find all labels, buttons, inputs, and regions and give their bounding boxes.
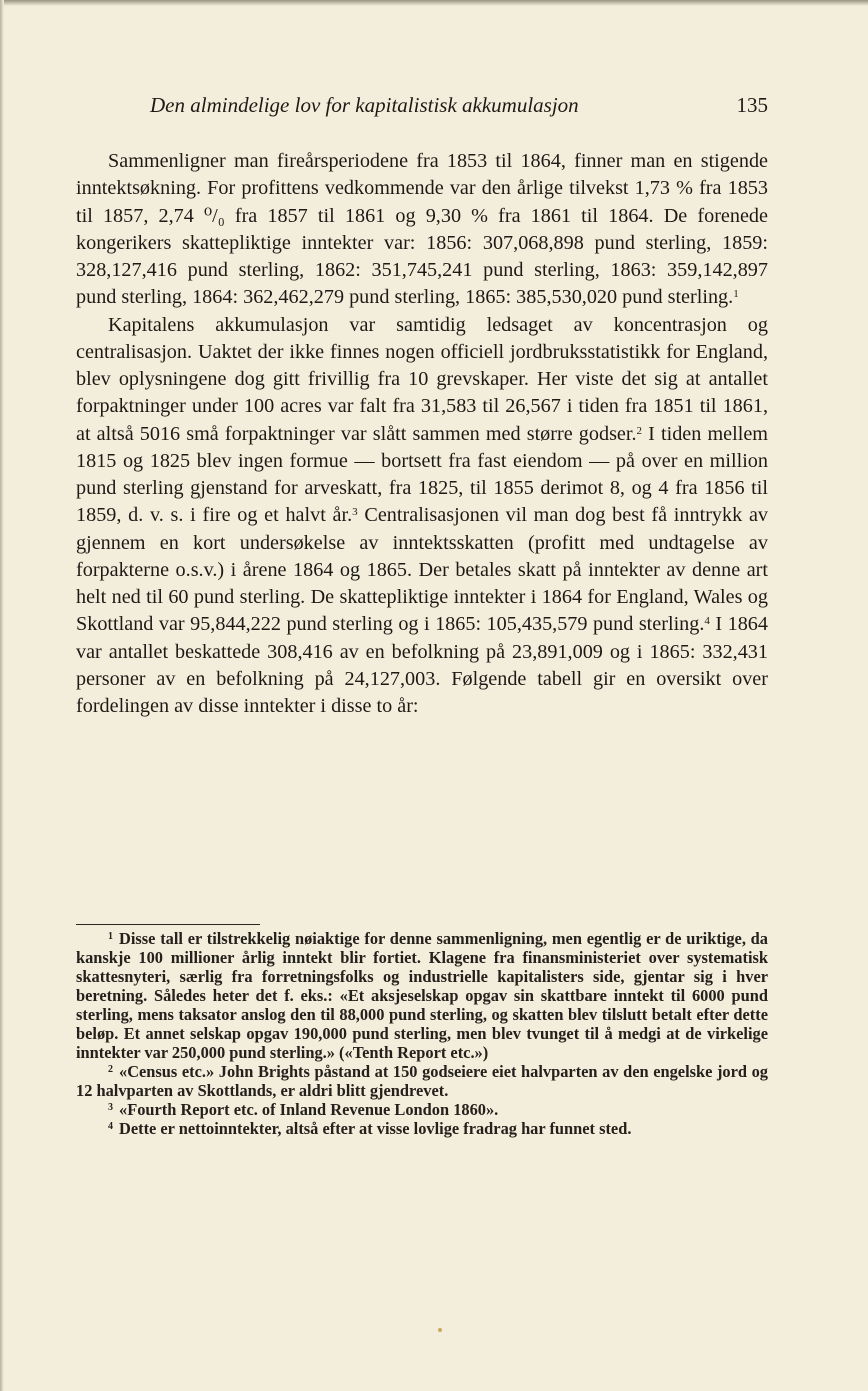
paragraph xyxy=(76,148,768,312)
page-edge-shadow-left xyxy=(0,0,4,1391)
footnotes xyxy=(76,929,768,1138)
page-number: 135 xyxy=(736,93,768,117)
paper-speck xyxy=(438,1328,442,1332)
footnote-mark: 3 xyxy=(108,1102,113,1113)
footnote xyxy=(76,1062,768,1100)
footnote xyxy=(76,929,768,1062)
paragraph xyxy=(76,312,768,721)
paragraph-text: Centralisasjonen vil man dog best få inntrykk av gjennem en kort undersøkelse av inntektsskatten (profitt med undtagelse av forpakterne o.s.v.) i årene 1864 og 1865. Der betales skatt på inntekter av denne art helt ned til 60 pund sterling. De skattepliktige inntekter i 1864 for England, Wales og Skottland var 95,844,222 pund sterling og i 1865: 105,435,579 pund sterling. xyxy=(76,504,768,636)
footnote-text: «Fourth Report etc. of Inland Revenue London 1860». xyxy=(119,1100,499,1119)
footnote-text: «Census etc.» John Brights påstand at 150 godseiere eiet halvparten av den engelske jord og 12 halvparten av Skottlands, er aldri blitt gjendrevet. xyxy=(76,1062,768,1100)
footnote-text: Dette er nettoinntekter, altså efter at visse lovlige fradrag har funnet sted. xyxy=(119,1119,632,1138)
paragraph-text: Kapitalens akkumulasjon var samtidig ledsaget av koncentrasjon og centralisasjon. Uaktet der ikke finnes nogen officiell jordbruksstatistikk for England, blev oplysningene dog gitt frivillig fra 10 grevskaper. Her viste det sig at antallet forpaktninger under 100 acres var falt fra 31,583 til 26,567 i tiden fra 1851 til 1861, at altså 5016 små forpaktninger var slått sammen med større godser. xyxy=(76,313,768,445)
running-head xyxy=(150,92,768,118)
paragraph-text: Sammenligner man fireårsperiodene fra 1853 til 1864, finner man en stigende inntektsøkning. For profittens vedkommende var den årlige tilvekst 1,73 % fra 1853 til 1857, 2,74 ⁰/₀ fra 1857 til 1861 og 9,30 % fra 1861 til 1864. De forenede kongerikers skattepliktige inntekter var: 1856: 307,068,898 pund sterling, 1859: 328,127,416 pund sterling, 1862: 351,745,241 pund sterling, 1863: 359,142,897 pund sterling, 1864: 362,462,279 pund sterling, 1865: 385,530,020 pund sterling. xyxy=(76,150,768,309)
paragraph-text: I 1864 var antallet beskattede 308,416 av en befolkning på 23,891,009 og i 1865: 332,431 personer av en befolkning på 24,127,003. Følgende tabell gir en oversikt over fordelingen av disse inntekter i disse to år: xyxy=(76,613,768,717)
footnote xyxy=(76,1100,768,1119)
paragraph-text: I tiden mellem 1815 og 1825 blev ingen formue — bortsett fra fast eiendom — på over en million pund sterling gjenstand for arveskatt, fra 1825, til 1855 derimot 8, og 4 fra 1856 til 1859, d. v. s. i fire og et halvt år. xyxy=(76,422,768,527)
footnote-ref: 2 xyxy=(636,424,643,437)
footnote-text: Disse tall er tilstrekkelig nøiaktige for denne sammenligning, men egentlig er de uriktige, da kanskje 100 millioner årlig inntekt blir fortiet. Klagene fra finansministeriet over systematisk skattesnyteri, særlig fra forretningsfolks og industrielle kapitalisters side, gjentar sig i hver beretning. Således heter det f. eks.: «Et aksjeselskap opgav sin skattbare inntekt til 6000 pund sterling, mens taksator anslog den til 88,000 pund sterling, og skatten blev tilslutt betalt efter dette beløp. Et annet selskap opgav 190,000 pund sterling, men blev tvunget til å medgi at de virkelige inntekter var 250,000 pund sterling.» («Tenth Report etc.») xyxy=(76,929,768,1062)
footnote-mark: 2 xyxy=(108,1064,113,1075)
page-edge-shadow xyxy=(0,0,868,6)
footnote-mark: 1 xyxy=(108,931,113,942)
chapter-title: Den almindelige lov for kapitalistisk akkumulasjon xyxy=(150,93,579,117)
footnote-ref: 3 xyxy=(352,506,358,519)
footnote-rule xyxy=(76,924,260,925)
footnote-ref: 4 xyxy=(704,615,710,628)
footnote-ref: 1 xyxy=(733,288,739,301)
footnote-mark: 4 xyxy=(108,1121,113,1132)
footnote xyxy=(76,1119,768,1138)
main-text xyxy=(76,148,768,720)
